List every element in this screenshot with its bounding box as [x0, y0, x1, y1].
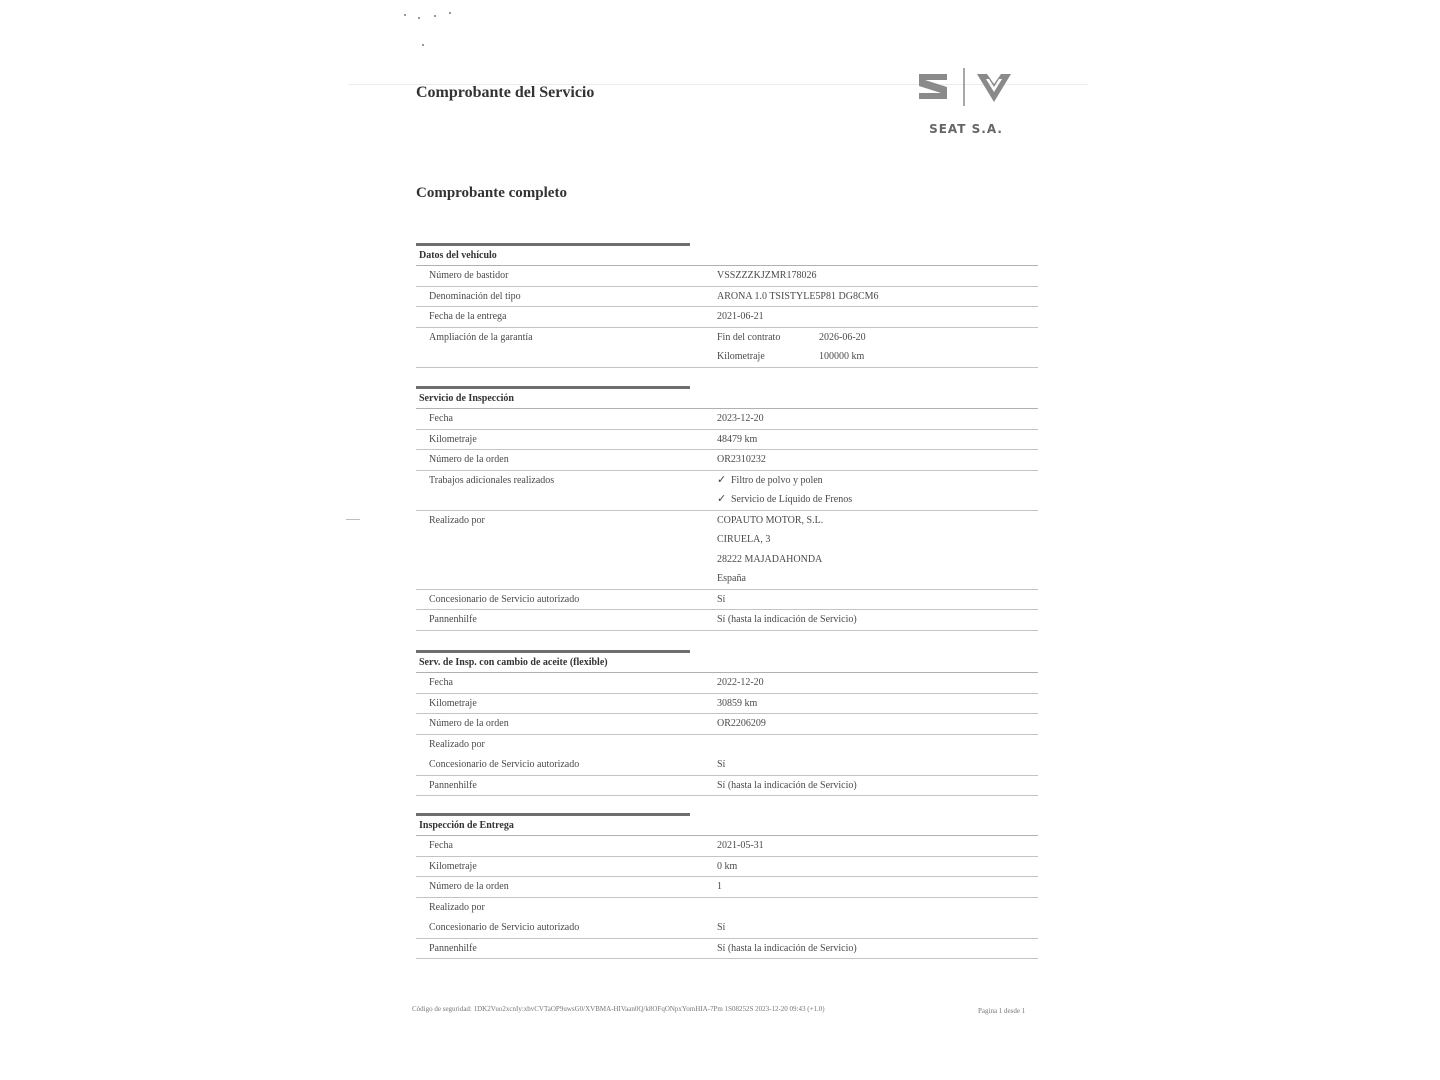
table-row [416, 307, 1038, 328]
table-row [416, 939, 1038, 960]
row-label: Fecha [429, 677, 453, 688]
row-label: Número de la orden [429, 881, 509, 892]
row-value: 2022-12-20 [717, 677, 764, 688]
row-value: ARONA 1.0 TSISTYLE5P81 DG8CM6 [717, 290, 879, 302]
seat-logo-icon [919, 74, 947, 99]
table-row [416, 694, 1038, 715]
table-row [416, 471, 1038, 511]
scan-mark [346, 519, 360, 520]
scan-specks [400, 8, 480, 48]
row-label: Número de la orden [429, 718, 509, 729]
table-row [416, 673, 1038, 694]
section-title: Servicio de Inspección [416, 389, 1038, 409]
row-label: Realizado por [429, 901, 485, 913]
row-label: Kilometraje [429, 697, 477, 709]
list-item-label: Filtro de polvo y polen [731, 474, 823, 486]
table-row [416, 877, 1038, 898]
table-row [416, 328, 1038, 368]
table-row [416, 755, 1038, 776]
security-code: Código de seguridad: 1DK2Vuo2xcnIy:xbvCVTaOP9uwsG0/XVBMA-HIVaan0Q/k8OFqONpxYomHIA-7Pm 1S08252S 2023-12-20 09:43 (+1.0) [412, 1005, 825, 1013]
row-label: Fecha [429, 413, 453, 424]
row-value: Sí (hasta la indicación de Servicio) [717, 614, 857, 625]
row-label: Pannenhilfe [429, 779, 477, 791]
row-label: Concesionario de Servicio autorizado [429, 593, 580, 605]
row-value [717, 328, 1038, 367]
row-value: Sí (hasta la indicación de Servicio) [717, 779, 857, 791]
row-label: Pannenhilfe [429, 942, 477, 954]
cupra-logo-icon [977, 74, 1011, 102]
table-row [416, 836, 1038, 857]
table-row [416, 610, 1038, 631]
warranty-km-value: 100000 km [819, 351, 865, 362]
table-row [416, 898, 1038, 919]
table-row [416, 735, 1038, 756]
table-row [416, 918, 1038, 939]
row-value: 1 [717, 881, 722, 892]
address-line: COPAUTO MOTOR, S.L. [717, 514, 824, 526]
row-label: Fecha [429, 840, 453, 851]
row-value [717, 511, 1038, 589]
table-row [416, 714, 1038, 735]
row-value: OR2206209 [717, 718, 766, 729]
table-row [416, 287, 1038, 308]
row-value: 2021-05-31 [717, 840, 764, 851]
row-value: 48479 km [717, 433, 758, 445]
row-label: Kilometraje [429, 860, 477, 872]
section-delivery-inspection [416, 813, 1038, 959]
row-value: Sí (hasta la indicación de Servicio) [717, 942, 857, 954]
row-value: Sí [717, 922, 726, 933]
warranty-end-label: Fin del contrato [717, 331, 781, 343]
row-value: Sí [717, 593, 726, 605]
row-label: Trabajos adicionales realizados [429, 474, 555, 486]
list-item [717, 471, 1038, 491]
table-row [416, 590, 1038, 611]
table-row [416, 430, 1038, 451]
warranty-end-value: 2026-06-20 [819, 331, 866, 343]
section-title: Serv. de Insp. con cambio de aceite (flexible) [416, 653, 1038, 673]
address-line: España [717, 573, 746, 584]
row-value: VSSZZZKJZMR178026 [717, 270, 817, 281]
row-label: Ampliación de la garantía [429, 331, 533, 343]
document-subtitle: Comprobante completo [416, 185, 567, 201]
warranty-end-line [717, 328, 1038, 348]
row-label: Concesionario de Servicio autorizado [429, 759, 580, 770]
table-row [416, 857, 1038, 878]
row-value [717, 898, 1038, 918]
row-label: Denominación del tipo [429, 290, 521, 302]
list-item [717, 490, 1038, 510]
row-label: Fecha de la entrega [429, 311, 507, 322]
table-row [416, 776, 1038, 797]
row-value: Sí [717, 759, 726, 770]
row-value: 2023-12-20 [717, 413, 764, 424]
row-label: Kilometraje [429, 433, 477, 445]
row-label: Realizado por [429, 738, 485, 750]
warranty-km-label: Kilometraje [717, 351, 765, 362]
row-value: 0 km [717, 860, 738, 872]
row-value: OR2310232 [717, 454, 766, 465]
page-title: Comprobante del Servicio [416, 84, 595, 101]
list-item-label: Servicio de Líquido de Frenos [731, 494, 853, 505]
section-vehicle-data [416, 243, 1038, 368]
checkmark-icon: ✓ [717, 473, 727, 486]
row-label: Realizado por [429, 514, 485, 526]
checkmark-icon: ✓ [717, 493, 727, 505]
section-inspection-service [416, 386, 1038, 631]
warranty-km-line [717, 347, 1038, 367]
table-row [416, 450, 1038, 471]
table-row [416, 409, 1038, 430]
company-name: SEAT S.A. [929, 122, 1003, 136]
row-label: Número de la orden [429, 454, 509, 465]
table-row [416, 266, 1038, 287]
row-label: Número de bastidor [429, 270, 509, 281]
address-line: CIRUELA, 3 [717, 534, 771, 545]
section-oil-change-service [416, 650, 1038, 796]
row-label: Pannenhilfe [429, 614, 477, 625]
row-value [717, 471, 1038, 510]
row-label: Concesionario de Servicio autorizado [429, 922, 580, 933]
page-number: Pagina 1 desde 1 [978, 1007, 1026, 1015]
section-title: Inspección de Entrega [416, 816, 1038, 836]
address-line: 28222 MAJADAHONDA [717, 553, 823, 565]
section-title: Datos del vehículo [416, 246, 1038, 266]
row-value: 30859 km [717, 697, 758, 709]
row-value: 2021-06-21 [717, 311, 764, 322]
table-row [416, 511, 1038, 590]
row-value [717, 735, 1038, 755]
